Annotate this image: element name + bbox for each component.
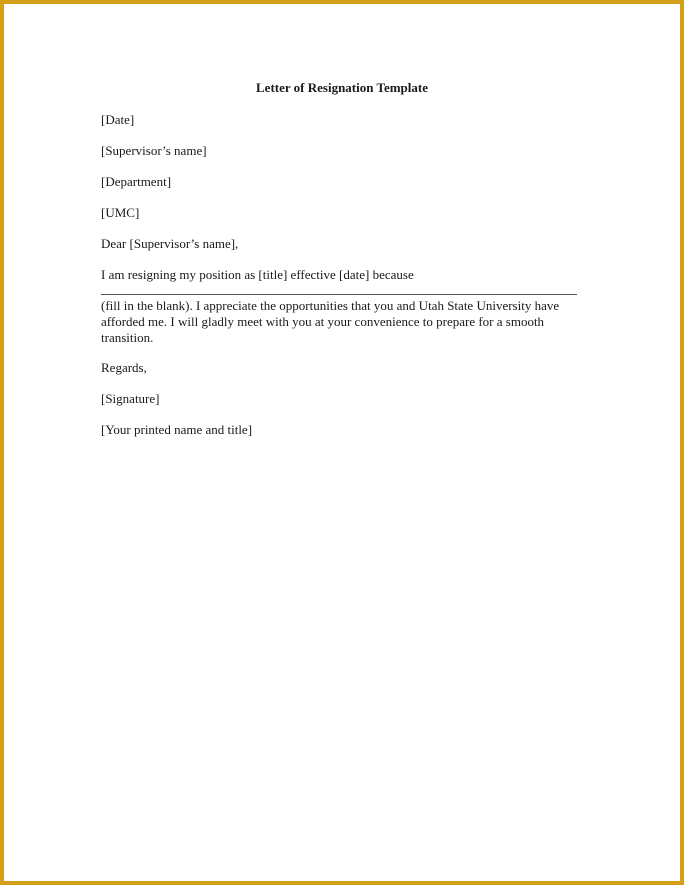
body-line: afforded me. I will gladly meet with you at your convenience to prepare for a smooth <box>101 314 545 329</box>
department-placeholder: [Department] <box>101 174 172 189</box>
body-paragraph <box>101 298 581 346</box>
salutation: Dear [Supervisor’s name], <box>101 236 239 251</box>
umc-placeholder: [UMC] <box>101 205 140 220</box>
printed-name-placeholder: [Your printed name and title] <box>101 422 253 437</box>
opening-sentence: I am resigning my position as [title] effective [date] because <box>101 267 414 282</box>
closing: Regards, <box>101 360 147 375</box>
body-line: transition. <box>101 330 154 345</box>
body-line: (fill in the blank). I appreciate the opportunities that you and Utah State University have <box>101 298 560 313</box>
signature-placeholder: [Signature] <box>101 391 160 406</box>
supervisor-name-placeholder: [Supervisor’s name] <box>101 143 207 158</box>
document-title: Letter of Resignation Template <box>256 80 428 95</box>
fill-in-blank-line <box>101 294 577 295</box>
date-placeholder: [Date] <box>101 112 135 127</box>
